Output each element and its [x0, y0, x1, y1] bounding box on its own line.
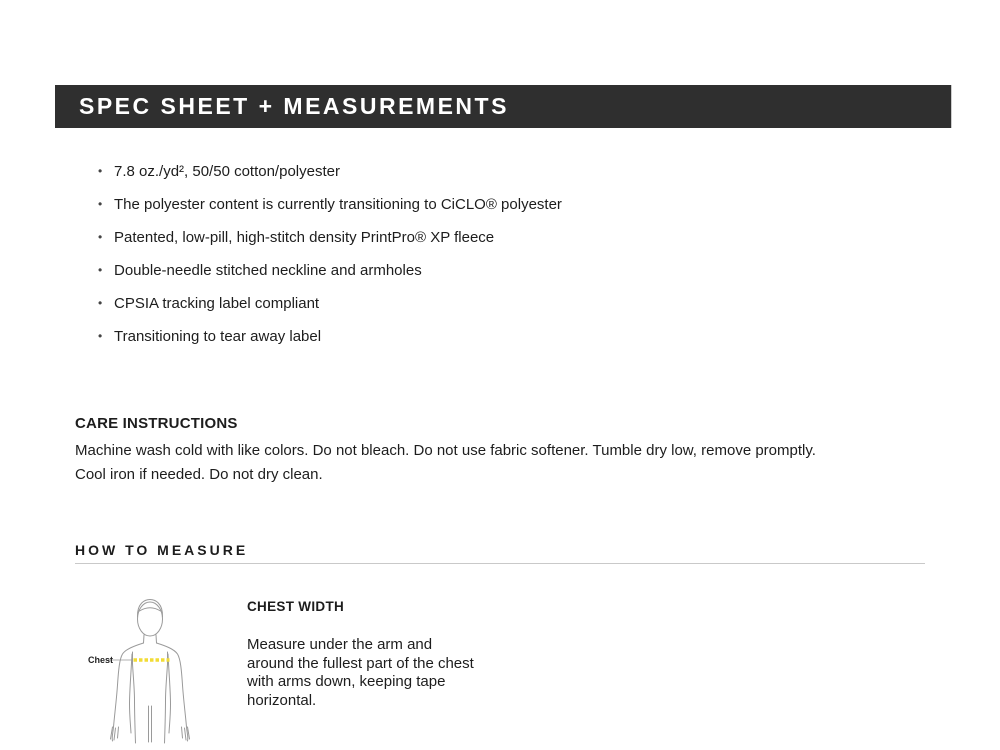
- spec-bullet-item: • The polyester content is currently transitioning to CiCLO® polyester: [95, 195, 562, 214]
- chest-width-line: around the fullest part of the chest: [247, 654, 474, 672]
- spec-bullet-item: • CPSIA tracking label compliant: [95, 294, 562, 313]
- body-figure-illustration: [85, 596, 205, 744]
- spec-bullet-list: [95, 162, 562, 360]
- chest-width-heading: CHEST WIDTH: [247, 599, 345, 614]
- chest-width-section: [247, 599, 497, 710]
- chest-width-line: with arms down, keeping tape: [247, 673, 446, 690]
- chest-width-line: Measure under the arm and: [247, 636, 433, 653]
- care-instructions-line: Machine wash cold with like colors. Do not bleach. Do not use fabric softener. Tumble dry low, remove promptly.: [75, 442, 816, 459]
- care-instructions-line: Cool iron if needed. Do not dry clean.: [75, 466, 323, 483]
- care-instructions-body: [75, 439, 945, 487]
- section-title: SPEC SHEET + MEASUREMENTS: [79, 93, 509, 119]
- care-instructions-section: [75, 415, 945, 487]
- care-instructions-heading: CARE INSTRUCTIONS: [75, 415, 238, 432]
- chest-width-line: horizontal.: [247, 691, 317, 709]
- spec-bullet-item: • Transitioning to tear away label: [95, 327, 562, 346]
- how-to-measure-heading: HOW TO MEASURE: [75, 542, 249, 558]
- section-header-bar: [55, 85, 952, 128]
- spec-bullet-item: • Patented, low-pill, high-stitch density PrintPro® XP fleece: [95, 228, 562, 247]
- chest-width-body: [247, 636, 497, 710]
- spec-bullet-item: • 7.8 oz./yd², 50/50 cotton/polyester: [95, 162, 562, 181]
- chest-figure-label: Chest: [88, 655, 114, 665]
- how-to-measure-divider: [75, 563, 925, 564]
- body-outline: [111, 600, 190, 744]
- spec-bullet-item: • Double-needle stitched neckline and armholes: [95, 261, 562, 280]
